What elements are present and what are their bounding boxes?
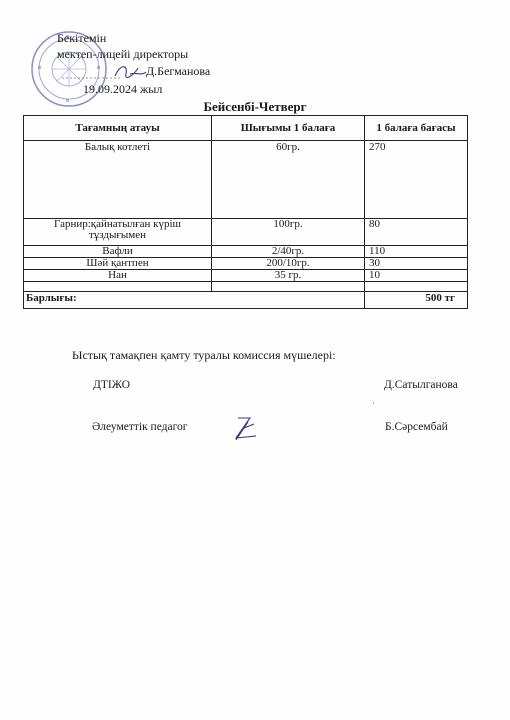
dish-name: Гарнир:қайнатылған күріш тұздығымен: [24, 219, 212, 246]
header-dish-name: Тағамның атауы: [24, 116, 212, 141]
empty-row: [24, 282, 468, 292]
menu-table: [23, 115, 468, 309]
approval-line-position: мектеп-лицейі директоры: [57, 47, 189, 61]
dish-name: Нан: [24, 270, 212, 282]
dish-portion: 200/10гр.: [212, 258, 365, 270]
dish-price: 80: [365, 219, 468, 246]
dish-portion: 2/40гр.: [212, 246, 365, 258]
header-price: 1 балаға бағасы: [365, 116, 468, 141]
commission-heading: Ыстық тамақпен қамту туралы комиссия мүшелері:: [72, 348, 336, 362]
approval-line-director-name: Д.Бегманова: [146, 64, 211, 78]
dish-price: 10: [365, 270, 468, 282]
total-label: Барлығы:: [24, 292, 365, 309]
dish-price: 30: [365, 258, 468, 270]
table-row: [24, 219, 468, 246]
menu-day-title: Бейсенбі-Четверг: [203, 99, 307, 114]
member-name: Б.Сәрсембай: [385, 421, 448, 433]
director-signature: [60, 60, 150, 84]
member-role: Әлеуметтік педагог: [92, 421, 188, 433]
social-pedagogue-signature: [230, 414, 262, 444]
table-row: [24, 141, 468, 219]
dish-portion: 60гр.: [212, 141, 365, 219]
dish-portion: 100гр.: [212, 219, 365, 246]
signature-mark: ·: [372, 399, 375, 408]
member-role: ДТІЖО: [93, 379, 131, 391]
dish-price: 270: [365, 141, 468, 219]
table-row: [24, 258, 468, 270]
dish-name: Вафли: [24, 246, 212, 258]
total-row: [24, 292, 468, 309]
dish-name: Балық котлеті: [24, 141, 212, 219]
table-header-row: [24, 116, 468, 141]
header-portion: Шығымы 1 балаға: [212, 116, 365, 141]
table-row: [24, 270, 468, 282]
table-row: [24, 246, 468, 258]
member-name: Д.Сатылганова: [384, 379, 458, 391]
dish-portion: 35 гр.: [212, 270, 365, 282]
dish-name: Шәй қантпен: [24, 258, 212, 270]
dish-price: 110: [365, 246, 468, 258]
total-value: 500 тг: [365, 292, 468, 309]
approval-line-date: 19.09.2024 жыл: [83, 82, 163, 96]
approval-line-approve: Бекітемін: [57, 31, 107, 45]
